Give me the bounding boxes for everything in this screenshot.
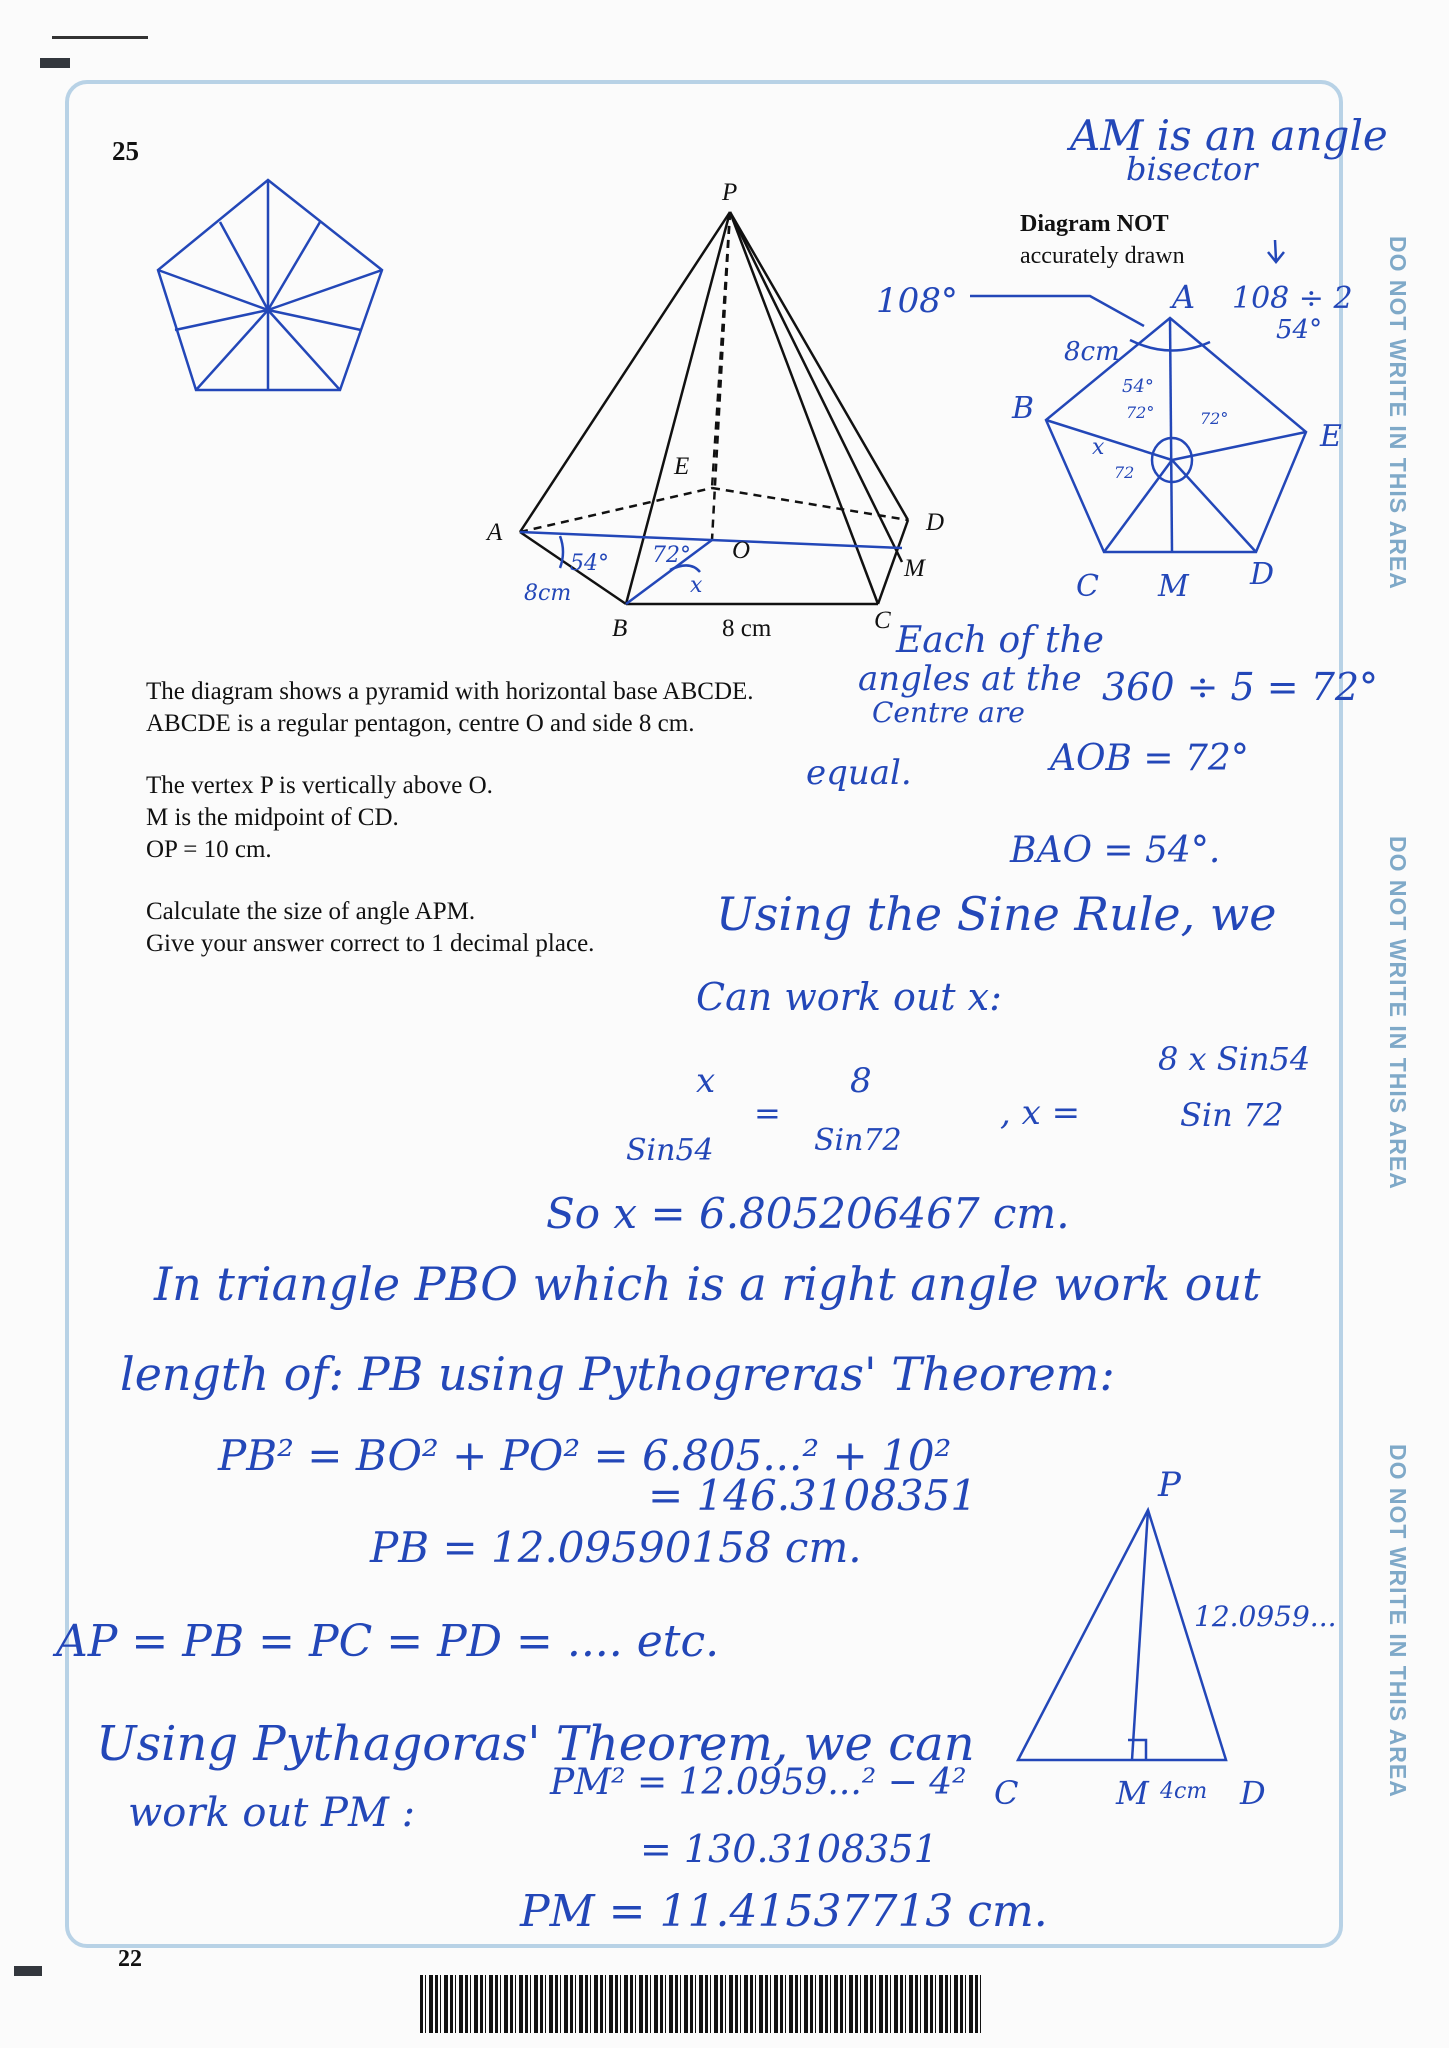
handwritten-line: length of: PB using Pythogreras' Theorem: (120, 1347, 1115, 1401)
midpoint-m: M (1158, 569, 1189, 604)
handwritten-line: angles at the (858, 659, 1082, 699)
handwritten-calc: PM² = 12.0959...² − 4² (550, 1762, 967, 1803)
equals-sign: = (754, 1094, 781, 1132)
handwritten-note: bisector (1126, 150, 1258, 188)
handwritten-line: equal. (806, 753, 912, 793)
handwritten-line: work out PM : (128, 1790, 416, 1836)
handwritten-line: Can work out x: (696, 975, 1002, 1019)
length-label: 8cm (1064, 337, 1120, 367)
question-line: ABCDE is a regular pentagon, centre O and side 8 cm. (146, 710, 695, 737)
working (52, 620, 1378, 1937)
fraction-numerator: 8 x Sin54 (1158, 1040, 1311, 1078)
handwritten-angle: 54° (1276, 315, 1323, 345)
fraction-denominator: Sin54 (626, 1133, 714, 1168)
page-number: 22 (118, 1946, 142, 1972)
vertex-e: E (674, 453, 690, 480)
vertex-d: D (1250, 557, 1275, 592)
margin-warning: DO NOT WRITE IN THIS AREA (1385, 236, 1411, 590)
sketch-pentagon (158, 180, 382, 390)
diagram-note-line1: Diagram NOT (1020, 211, 1169, 237)
length-label: x (690, 573, 703, 598)
side-length: 8 cm (722, 615, 772, 642)
length-label: 4cm (1160, 1779, 1208, 1804)
handwritten-calc: PB² = BO² + PO² = 6.805...² + 10² (218, 1431, 952, 1480)
vertex-d: D (1240, 1774, 1266, 1812)
pyramid-vertex-labels (485, 179, 944, 642)
length-label: x (1092, 435, 1105, 460)
fraction-numerator: 8 (850, 1061, 872, 1101)
vertex-b: B (612, 615, 628, 642)
length-label: 12.0959... (1194, 1600, 1337, 1633)
angle-label: 72° (1126, 403, 1155, 422)
handwritten-line: Each of the (896, 620, 1104, 661)
angle-label: 72° (652, 543, 691, 568)
angle-label: 72° (1200, 409, 1229, 428)
vertex-a: A (487, 519, 503, 546)
fraction-numerator: x (696, 1061, 716, 1101)
vertex-c: C (994, 1774, 1019, 1812)
centre-o: O (732, 537, 751, 564)
question-line: M is the midpoint of CD. (146, 804, 399, 831)
handwritten-calc: BAO = 54°. (1010, 830, 1221, 871)
question-line: OP = 10 cm. (146, 836, 272, 863)
handwritten-line: Using Pythagoras' Theorem, we can (96, 1716, 975, 1772)
handwritten-calc: , x = (1000, 1093, 1081, 1133)
handwritten-result: So x = 6.805206467 cm. (546, 1189, 1070, 1238)
vertex-a: A (1172, 278, 1196, 316)
handwritten-result: PB = 12.09590158 cm. (370, 1523, 862, 1572)
handwritten-calc: 360 ÷ 5 = 72° (1102, 665, 1379, 709)
angle-label: 72 (1114, 463, 1135, 482)
handwritten-calc: AOB = 72° (1050, 738, 1249, 779)
pentagon-handwriting (876, 111, 1388, 604)
handwritten-angle: 108° (876, 281, 958, 321)
question-number: 25 (112, 136, 139, 166)
handwritten-line: Centre are (872, 696, 1025, 729)
handwritten-calc: = 130.3108351 (640, 1827, 938, 1871)
vertex-c: C (874, 607, 891, 634)
handwritten-calc: AP = PB = PC = PD = .... etc. (56, 1616, 720, 1667)
midpoint-m: M (1116, 1774, 1149, 1812)
vertex-p: P (1158, 1465, 1181, 1505)
midpoint-m: M (904, 555, 925, 582)
vertex-b: B (1012, 391, 1035, 426)
handwritten-line: Using the Sine Rule, we (716, 887, 1277, 941)
question-line: The diagram shows a pyramid with horizontal base ABCDE. (146, 678, 754, 705)
length-label: 8cm (524, 581, 572, 606)
fraction-denominator: Sin72 (814, 1123, 902, 1158)
margin-warning: DO NOT WRITE IN THIS AREA (1385, 1444, 1411, 1798)
question-line: Calculate the size of angle APM. (146, 898, 476, 925)
handwritten-calc: 108 ÷ 2 (1232, 281, 1353, 316)
handwritten-calc: = 146.3108351 (648, 1471, 978, 1520)
margin-warning: DO NOT WRITE IN THIS AREA (1385, 836, 1411, 1190)
handwritten-note: AM is an angle (1070, 111, 1388, 160)
handwritten-line: In triangle PBO which is a right angle work out (154, 1257, 1261, 1311)
vertex-c: C (1076, 569, 1099, 604)
angle-label: 54° (570, 551, 609, 576)
handwritten-result: PM = 11.41537713 cm. (520, 1886, 1048, 1937)
vertex-p: P (722, 179, 738, 206)
vertex-d: D (926, 509, 945, 536)
diagram-note-line2: accurately drawn (1020, 243, 1185, 269)
question-line: Give your answer correct to 1 decimal place. (146, 930, 595, 957)
fraction-denominator: Sin 72 (1180, 1096, 1284, 1134)
vertex-e: E (1320, 419, 1342, 454)
triangle-sketch (1018, 1510, 1226, 1760)
angle-label: 54° (1122, 376, 1154, 397)
question-line: The vertex P is vertically above O. (146, 772, 493, 799)
